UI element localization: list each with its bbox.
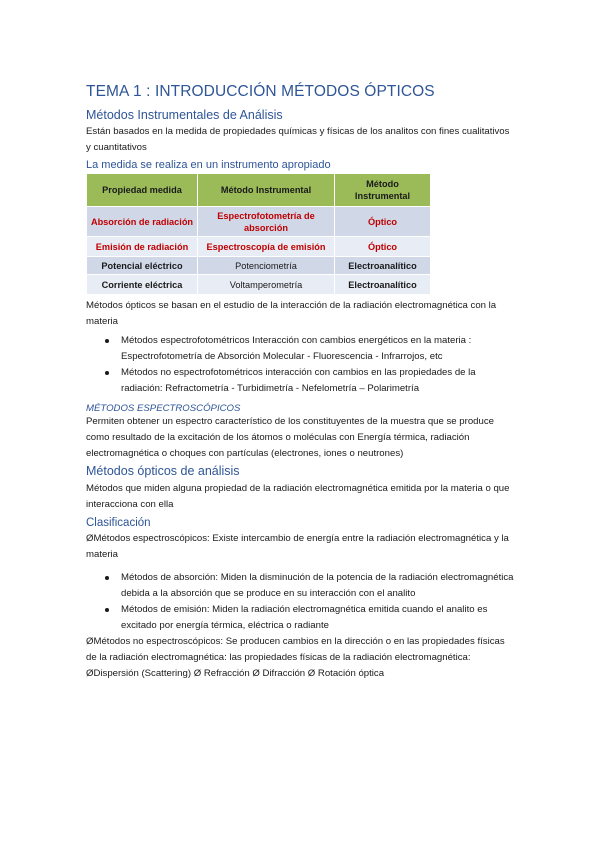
table-header-row xyxy=(87,174,431,207)
table-header-cell: Método Instrumental xyxy=(198,174,335,207)
paragraph-espectroscopicos: Permiten obtener un espectro característico de los constituyentes de la muestra que se produce como resultado de la excitación de los átomos o moléculas con Energía térmica, radiación electromagnética o choques con partículas (electrones, iones o neutrones) xyxy=(86,416,494,459)
section-heading-instrumentales: Métodos Instrumentales de Análisis xyxy=(86,108,283,122)
table-row xyxy=(87,257,431,275)
table-caption: La medida se realiza en un instrumento apropiado xyxy=(86,159,331,171)
table-cell: Absorción de radiación xyxy=(87,207,198,237)
table-cell: Electroanalítico xyxy=(335,257,431,275)
table-cell: Espectroscopía de emisión xyxy=(198,237,335,257)
table-cell: Espectrofotometría de absorción xyxy=(198,207,335,237)
list-item-text: Métodos de emisión: Miden la radiación electromagnética emitida cuando el analito es excitado por energía térmica, eléctrica o radiante xyxy=(121,604,488,631)
opticos-bullet-list xyxy=(105,333,515,397)
table-cell: Óptico xyxy=(335,207,431,237)
table-header-cell: Propiedad medida xyxy=(87,174,198,207)
table-cell: Potencial eléctrico xyxy=(87,257,198,275)
paragraph-opticos-intro: Métodos ópticos se basan en el estudio de la interacción de la radiación electromagnética con la materia xyxy=(86,300,497,327)
bullet-icon xyxy=(105,339,109,343)
bullet-icon xyxy=(105,371,109,375)
list-item-text: Métodos no espectrofotométricos interacción con cambios en las propiedades de la radiación: Refractometría - Turbidimetría - Nefelometría – Polarimetría xyxy=(121,367,476,394)
table-row xyxy=(87,207,431,237)
paragraph-no-espectroscopicos: ØMétodos no espectroscópicos: Se producen cambios en la dirección o en las propiedades físicas de la radiación electromagnética: las propiedades físicas de la radiación electromagnética: ØDispersión (Scattering) Ø Refracción Ø Difracción Ø Rotación óptica xyxy=(86,636,505,679)
paragraph-espectroscopicos-def: ØMétodos espectroscópicos: Existe intercambio de energía entre la radiación electromagnética y la materia xyxy=(86,533,509,560)
list-item xyxy=(105,602,515,634)
section-heading-espectroscopicos: MÉTODOS ESPECTROSCÓPICOS xyxy=(86,403,241,414)
bullet-icon xyxy=(105,608,109,612)
table-row xyxy=(87,237,431,257)
table-cell: Óptico xyxy=(335,237,431,257)
section-heading-analisis: Métodos ópticos de análisis xyxy=(86,464,240,478)
paragraph-instrumentales: Están basados en la medida de propiedades químicas y físicas de los analitos con fines cualitativos y cuantitativos xyxy=(86,126,510,153)
list-item xyxy=(105,333,515,365)
table-cell: Potenciometría xyxy=(198,257,335,275)
table-header-cell: Método Instrumental xyxy=(335,174,431,207)
methods-table xyxy=(86,173,431,295)
bullet-icon xyxy=(105,576,109,580)
table-cell: Electroanalítico xyxy=(335,275,431,295)
clasificacion-bullet-list xyxy=(105,570,515,634)
table-cell: Emisión de radiación xyxy=(87,237,198,257)
paragraph-analisis: Métodos que miden alguna propiedad de la radiación electromagnética emitida por la materia o que interacciona con ella xyxy=(86,483,510,510)
list-item xyxy=(105,365,515,397)
list-item-text: Métodos espectrofotométricos Interacción con cambios energéticos en la materia : Espectrofotometría de Absorción Molecular - Fluorescencia - Infrarrojos, etc xyxy=(121,335,472,362)
section-heading-clasificacion: Clasificación xyxy=(86,517,151,529)
page-title: TEMA 1 : INTRODUCCIÓN MÉTODOS ÓPTICOS xyxy=(86,83,435,100)
table-cell: Corriente eléctrica xyxy=(87,275,198,295)
list-item-text: Métodos de absorción: Miden la disminución de la potencia de la radiación electromagnética debida a la absorción que se produce en su interacción con el analito xyxy=(121,572,514,599)
table-cell: Voltamperometría xyxy=(198,275,335,295)
list-item xyxy=(105,570,515,602)
table-row xyxy=(87,275,431,295)
